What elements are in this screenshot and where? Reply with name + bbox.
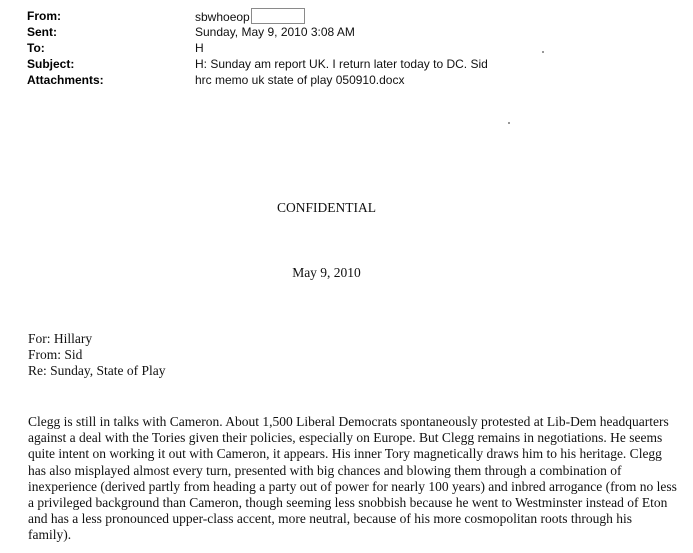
email-header [27,8,687,88]
memo-re-line: Re: Sunday, State of Play [28,363,166,378]
sent-row [27,24,687,40]
sender-name: sbwhoeop [195,10,250,24]
attachment-filename[interactable]: hrc memo uk state of play 050910.docx [195,73,405,87]
confidential-heading [0,200,693,216]
from-label: From: [27,9,61,23]
from-value [195,8,305,24]
from-row [27,8,687,24]
attachments-label: Attachments: [27,73,104,87]
to-value: H [195,41,204,55]
redaction-box [251,8,305,24]
memo-from-line: From: Sid [28,347,83,362]
memo-body-paragraph: Clegg is still in talks with Cameron. About 1,500 Liberal Democrats spontaneously protested at Lib-Dem headquarters against a deal with the Tories given their policies, especially on Europe. But Clegg remains in negotiations. He seems quite intent on working it out with Cameron, it appears. His inner Tory magnetically draws him to his heritage. Clegg has also misplayed almost every turn, presented with big chances and blowing them through a combination of inexperience (derived partly from heading a party out of power for nearly 100 years) and inbred arrogance (from no less a privileged background than Cameron, though seeming less snobbish because he went to Westminster instead of Eton and has a less pronounced upper-class accent, more neutral, because of his more cosmopolitan roots through his family). [28,414,677,543]
sent-label: Sent: [27,25,57,39]
subject-row [27,56,687,72]
subject-value: H: Sunday am report UK. I return later today to DC. Sid [195,57,488,71]
scan-speck [542,51,544,53]
sent-value: Sunday, May 9, 2010 3:08 AM [195,25,355,39]
memo-for-line: For: Hillary [28,331,93,346]
memo-address-block [28,331,166,379]
to-row [27,40,687,56]
subject-label: Subject: [27,57,75,71]
to-label: To: [27,41,45,55]
confidential-text: CONFIDENTIAL [277,200,376,215]
scan-speck [508,122,510,124]
memo-date-text: May 9, 2010 [292,265,361,280]
attachments-row [27,72,687,88]
memo-date [0,265,693,281]
